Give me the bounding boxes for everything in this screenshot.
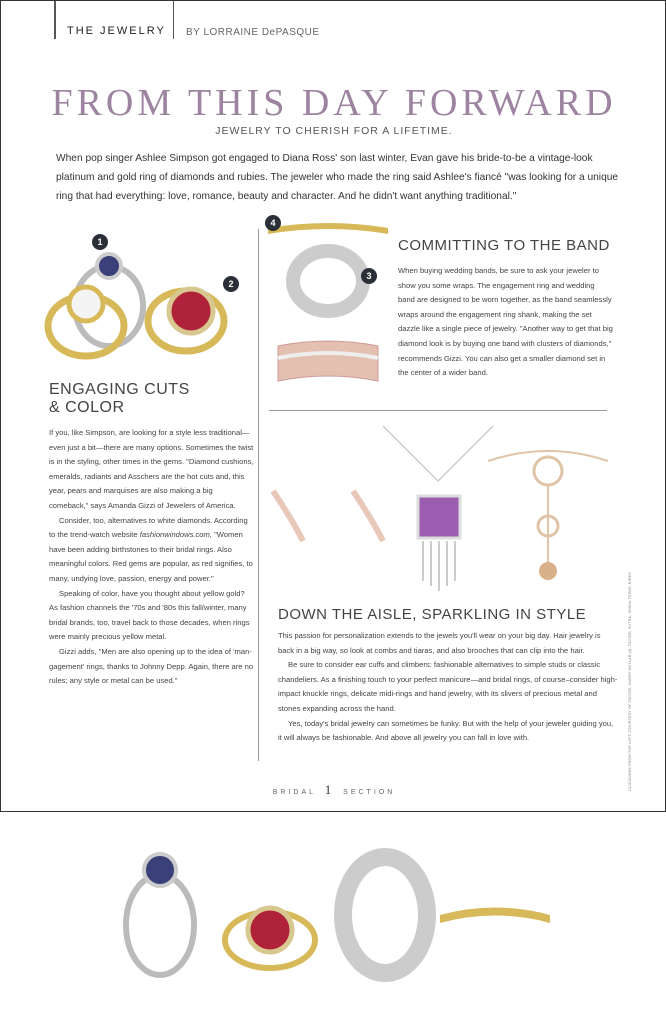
page-footer bbox=[1, 782, 666, 798]
section-label: THE JEWELRY bbox=[67, 25, 166, 37]
bridal-accessories-image bbox=[263, 421, 623, 596]
paragraph: Gizzi adds, "Men are also opening up to the idea of 'man-gagement' rings, thanks to Johnny Depp. Again, there are no rules; any style or metal can be used." bbox=[49, 646, 254, 686]
aisle-body bbox=[278, 629, 618, 746]
engaging-body bbox=[49, 426, 254, 689]
band-heading: COMMITTING TO THE BAND bbox=[398, 237, 610, 254]
text: "Women have been adding birthstones to their bridal rings. Also meaningful colors. Red gems are popular, as red signifies, to many, undying love, passion, energy and power." bbox=[49, 530, 253, 583]
badge-1: 1 bbox=[92, 234, 108, 250]
page-title: FROM THIS DAY FORWARD bbox=[51, 82, 617, 124]
photo-credits: CLOCKWISE FROM TOP LEFT: COURTESY OF TACORI, HARRY KOTLAR (4), TACORI, SUTRA, SIMON TESKE, BIRKS bbox=[627, 572, 632, 791]
ring-lineup-image bbox=[110, 830, 570, 990]
engagement-rings-image bbox=[31, 226, 261, 366]
header-rule bbox=[54, 1, 56, 39]
text: Consider, too, alternatives to white diamonds. According to the trend-watch website bbox=[49, 515, 248, 540]
paragraph: Speaking of color, have you thought about yellow gold? As fashion channels the '70s and '80s this fall/winter, many bridal brands, too, travel back to those decades, when rings were mainly precious yellow metal. bbox=[49, 588, 250, 642]
footer-right: SECTION bbox=[343, 789, 396, 796]
engaging-heading bbox=[49, 381, 190, 417]
wedding-bands-image bbox=[263, 216, 393, 396]
aisle-heading: DOWN THE AISLE, SPARKLING IN STYLE bbox=[278, 606, 587, 623]
section-divider bbox=[269, 410, 607, 411]
column-divider bbox=[258, 229, 259, 761]
paragraph bbox=[49, 514, 254, 587]
paragraph: Yes, today's bridal jewelry can sometimes be funky. But with the help of your jeweler guiding you, it will always be fashionable. And above all jewelry you can fall in love with. bbox=[278, 718, 614, 743]
website-text: fashionwindows.com, bbox=[139, 530, 212, 540]
footer-left: BRIDAL bbox=[272, 789, 316, 796]
heading-line-1: ENGAGING CUTS bbox=[49, 381, 190, 398]
intro-paragraph: When pop singer Ashlee Simpson got engaged to Diana Ross' son last winter, Evan gave his bride-to-be a vintage-look platinum and gold ring of diamonds and rubies. The jeweler who made the ring said Ashlee's fiancé "was looking for a unique ring that had everything: love, romance, beauty and character. And he didn't want anything traditional." bbox=[56, 153, 619, 202]
paragraph: Be sure to consider ear cuffs and climbers: fashionable alternatives to simple studs or classic chandeliers. As a finishing touch to your perfect manicure—and bridal rings, of course–consider high-impact knuckle rings, delicate midi-rings and hand jewelry, with its slivers of precious metal and stones expanding across the hand. bbox=[278, 660, 618, 713]
heading-line-2: & COLOR bbox=[49, 399, 125, 416]
paragraph: If you, like Simpson, are looking for a style less traditional—even just a bit—there are many options. Sometimes the twist is in the styling, other times in the gems. "Diamond cushions, emeralds, radiants and Asschers are the hot cuts and, this year, pears and marquises are also making a big comeback," says Amanda Gizzi of Jewelers of America. bbox=[49, 428, 254, 510]
badge-4: 4 bbox=[265, 215, 281, 231]
subtitle: JEWELRY TO CHERISH FOR A LIFETIME. bbox=[215, 125, 453, 137]
badge-3: 3 bbox=[361, 268, 377, 284]
header-divider bbox=[173, 1, 174, 39]
paragraph: This passion for personalization extends to the jewels you'll wear on your big day. Hair jewelry is back in a big way, so look at combs and tiaras, and also brooches that can clip into the hair. bbox=[278, 631, 601, 655]
band-body: When buying wedding bands, be sure to ask your jeweler to show you some wraps. The engagement ring and wedding band are designed to be worn together, as the band seamlessly wraps around the engagement ring shank, making the set dazzle like a single piece of jewelry. "Another way to get that big diamond look is by buying one band with clusters of diamonds," recommends Gizzi. You can also get a smaller diamond set in the center of a wider band. bbox=[398, 266, 613, 378]
badge-2: 2 bbox=[223, 276, 239, 292]
footer-separator: 1 bbox=[324, 782, 335, 797]
byline: BY LORRAINE DePASQUE bbox=[186, 27, 320, 38]
